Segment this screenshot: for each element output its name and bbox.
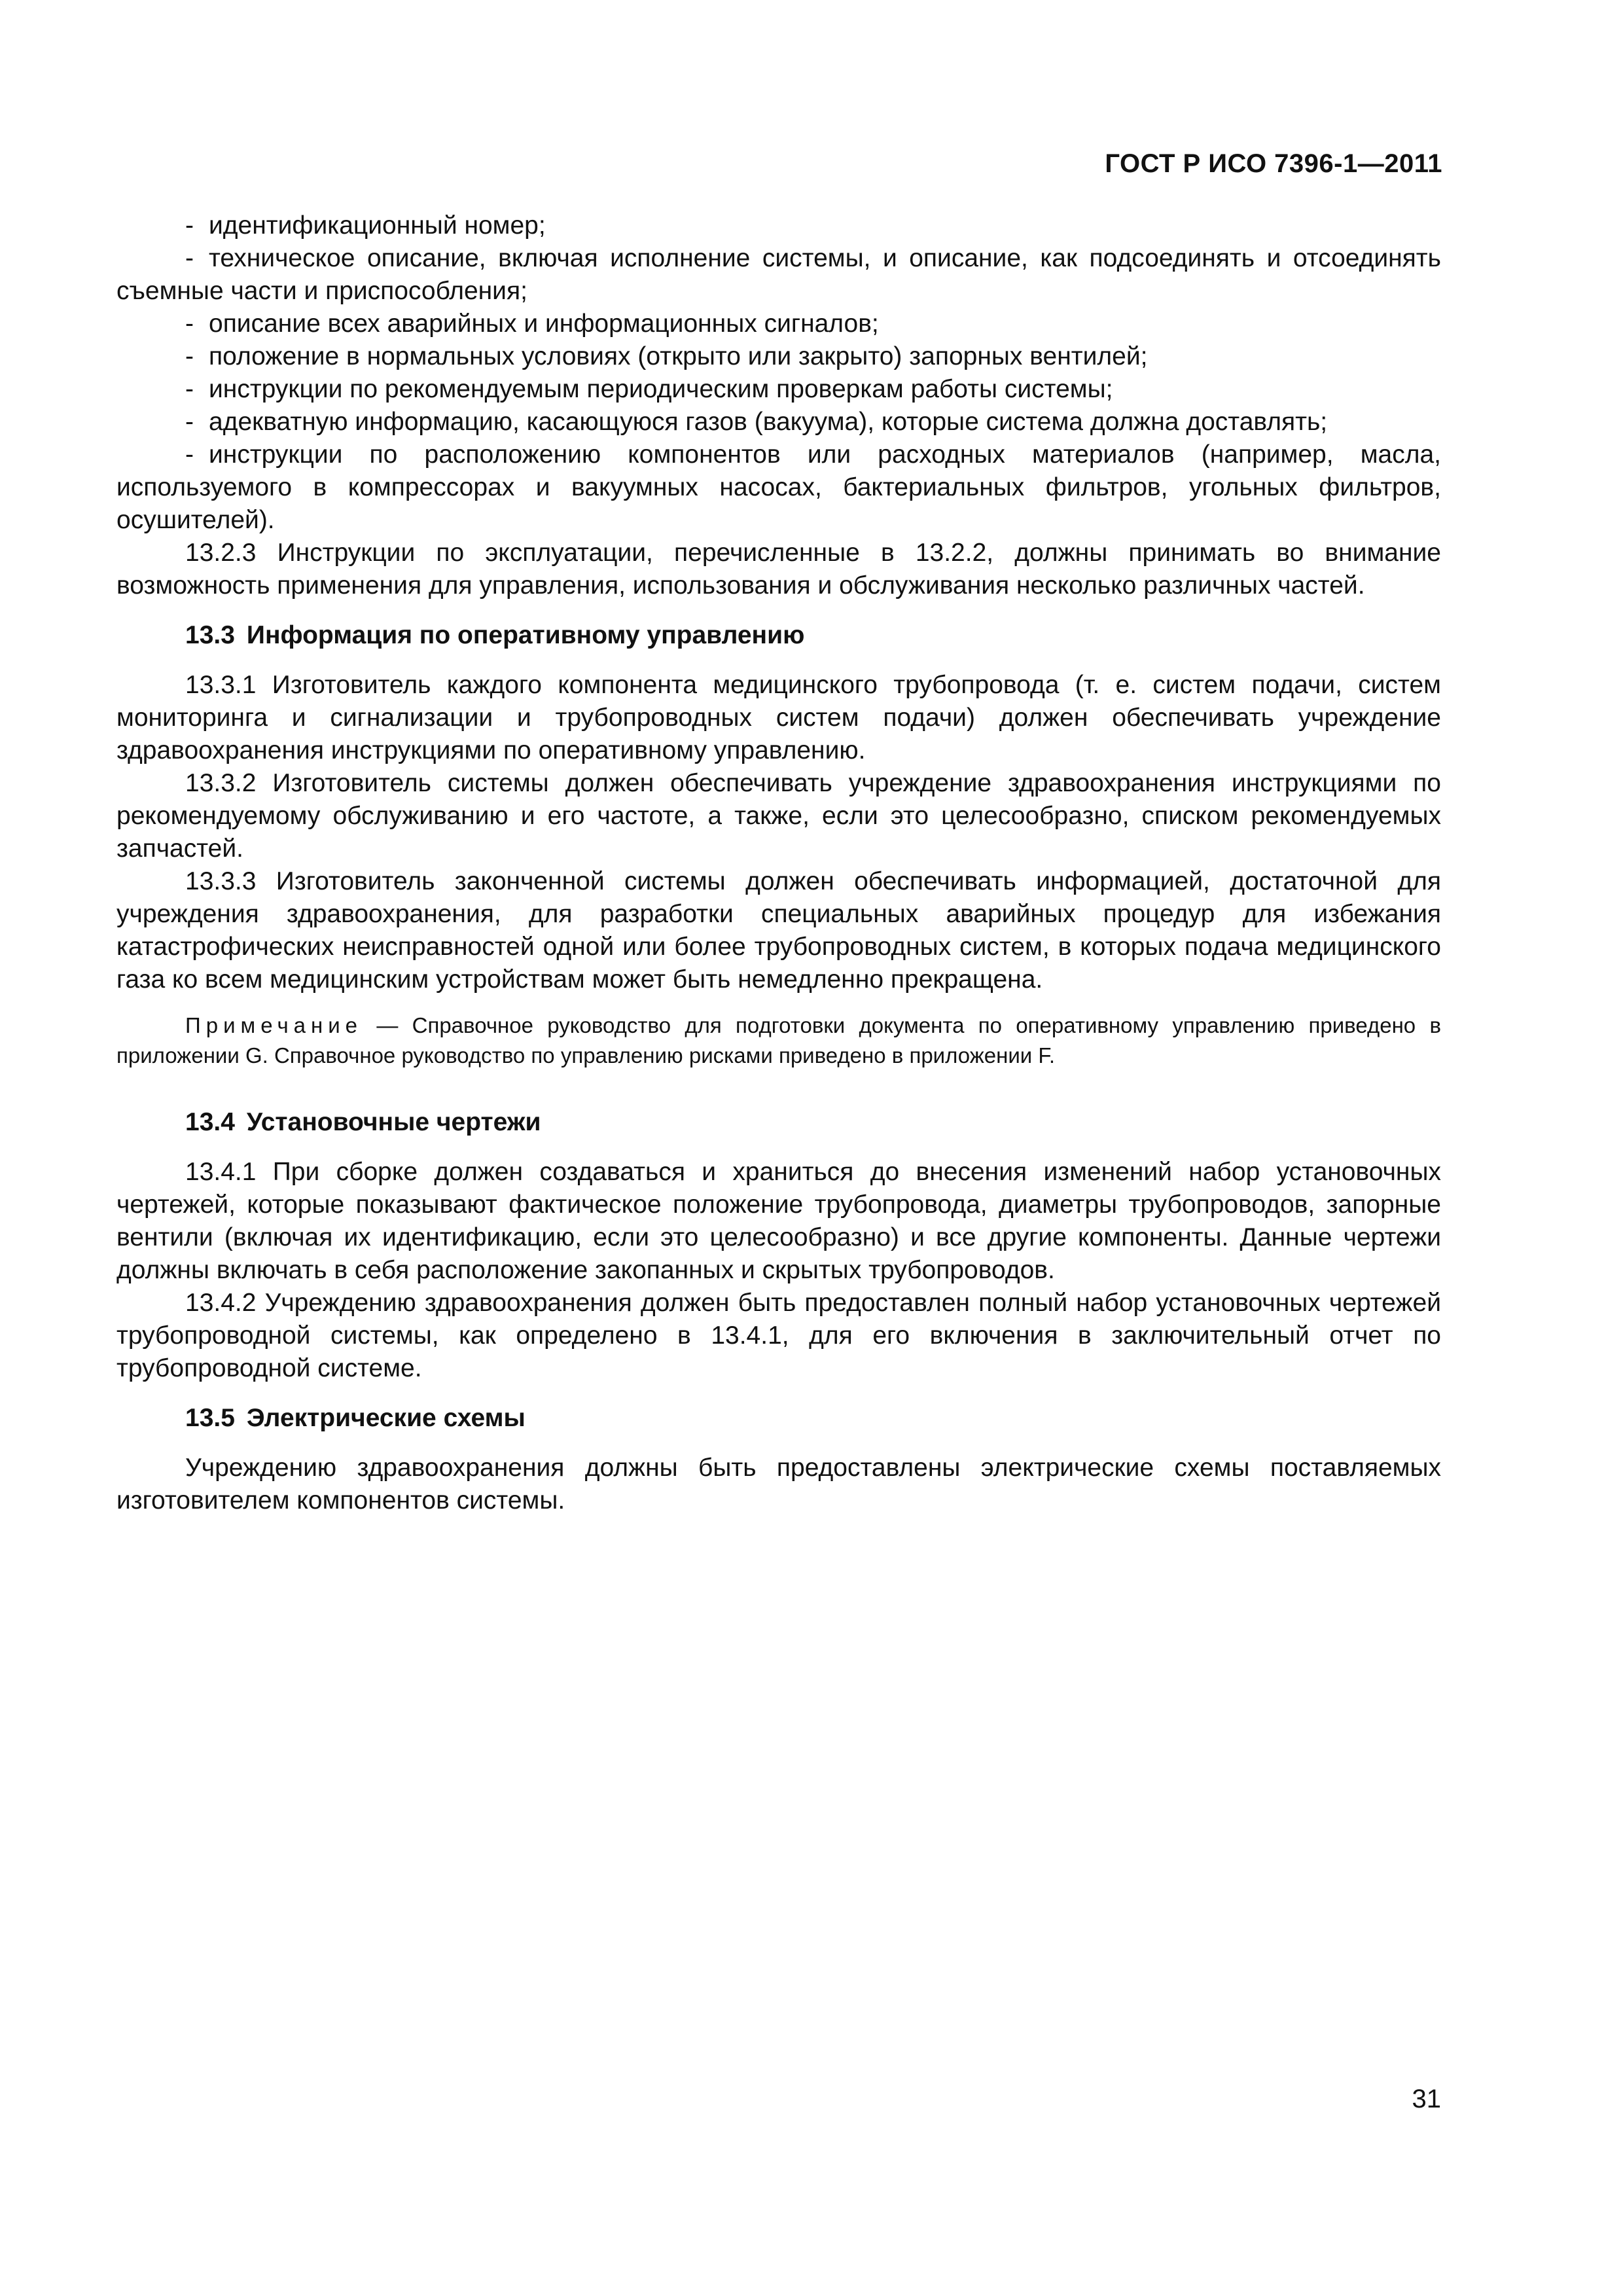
list-dash: - <box>185 375 194 403</box>
list-item <box>116 373 1441 406</box>
section-title: Установочные чертежи <box>246 1108 541 1136</box>
section-heading-13-4 <box>116 1106 1441 1139</box>
list-dash: - <box>185 440 194 469</box>
list-item <box>116 209 1441 242</box>
list-item-text: описание всех аварийных и информационных сигналов; <box>209 310 879 338</box>
section-title: Информация по оперативному управлению <box>246 621 805 649</box>
list-item-text: положение в нормальных условиях (открыто или закрыто) запорных вентилей; <box>209 342 1148 370</box>
paragraph-13-5: Учреждению здравоохранения должны быть предоставлены электрические схемы поставляемых изготовителем компонентов системы. <box>116 1454 1441 1515</box>
paragraph-13-3-3: 13.3.3 Изготовитель законченной системы должен обеспечивать информацией, достаточной для учреждения здравоохранения, для разработки специальных аварийных процедур для избежания катастрофических неисправностей одной или более трубопроводных систем, в которых подача медицинского газа ко всем медицинским устройствам может быть немедленно прекращена. <box>116 867 1441 994</box>
document-header: ГОСТ Р ИСО 7396-1—2011 <box>1105 149 1442 178</box>
note-text: — Справочное руководство для подготовки документа по оперативному управлению приведено в приложении G. Справочное руководство по управлению рисками приведено в приложении F. <box>116 1013 1441 1067</box>
paragraph-13-2-3: 13.2.3 Инструкции по эксплуатации, перечисленные в 13.2.2, должны принимать во внимание возможность применения для управления, использования и обслуживания несколько различных частей. <box>116 539 1441 600</box>
section-number: 13.5 <box>185 1404 235 1432</box>
section-title: Электрические схемы <box>246 1404 526 1432</box>
list-item-text: инструкции по расположению компонентов или расходных материалов (например, масла, используемого в компрессорах и вакуумных насосах, бактериальных фильтров, угольных фильтров, осушителей). <box>116 440 1441 534</box>
section-number: 13.4 <box>185 1108 235 1136</box>
list-item <box>116 242 1441 308</box>
list-item <box>116 340 1441 373</box>
paragraph-13-3-1: 13.3.1 Изготовитель каждого компонента медицинского трубопровода (т. е. систем подачи, систем мониторинга и сигнализации и трубопроводных систем подачи) должен обеспечивать учреждение здравоохранения инструкциями по оперативному управлению. <box>116 671 1441 764</box>
page-number: 31 <box>1412 2085 1441 2113</box>
spacer <box>116 1071 1441 1089</box>
paragraph-13-4-1: 13.4.1 При сборке должен создаваться и храниться до внесения изменений набор установочных чертежей, которые показывают фактическое положение трубопровода, диаметры трубопроводов, запорные вентили (включая их идентификацию, если это целесообразно) и все другие компоненты. Данные чертежи должны включать в себя расположение закопанных и скрытых трубопроводов. <box>116 1158 1441 1284</box>
list-dash: - <box>185 244 194 272</box>
paragraph-13-3-2: 13.3.2 Изготовитель системы должен обеспечивать учреждение здравоохранения инструкциями по рекомендуемому обслуживанию и его частоте, а также, если это целесообразно, списком рекомендуемых запчастей. <box>116 769 1441 863</box>
note-label: Примечание <box>185 1013 363 1037</box>
list-item-text: адекватную информацию, касающуюся газов (вакуума), которые система должна доставлять; <box>209 408 1328 436</box>
section-number: 13.3 <box>185 621 235 649</box>
list-item-text: инструкции по рекомендуемым периодическим проверкам работы системы; <box>209 375 1113 403</box>
list-item-text: техническое описание, включая исполнение системы, и описание, как подсоединять и отсоединять съемные части и приспособления; <box>116 244 1441 305</box>
list-item-text: идентификационный номер; <box>209 211 546 240</box>
section-heading-13-3 <box>116 619 1441 652</box>
list-dash: - <box>185 310 194 338</box>
section-heading-13-5 <box>116 1402 1441 1435</box>
list-dash: - <box>185 408 194 436</box>
document-body <box>116 209 1441 1517</box>
list-dash: - <box>185 211 194 240</box>
note <box>116 1011 1441 1071</box>
list-item <box>116 439 1441 537</box>
list-item <box>116 406 1441 439</box>
list-item <box>116 308 1441 340</box>
paragraph-13-4-2: 13.4.2 Учреждению здравоохранения должен быть предоставлен полный набор установочных чертежей трубопроводной системы, как определено в 13.4.1, для его включения в заключительный отчет по трубопроводной системе. <box>116 1289 1441 1382</box>
list-dash: - <box>185 342 194 370</box>
